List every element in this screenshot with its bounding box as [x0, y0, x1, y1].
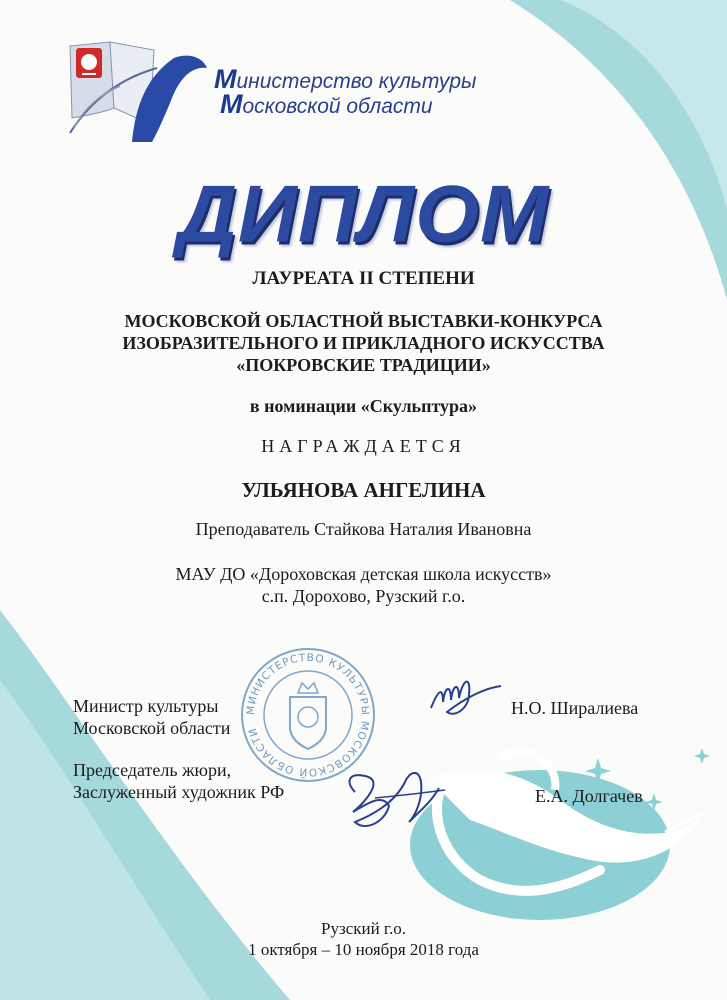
recipient-name: УЛЬЯНОВА АНГЕЛИНА	[241, 478, 486, 502]
school-name: МАУ ДО «Дороховская детская школа искусств»	[175, 564, 552, 584]
signatory-1-title-line-2: Московской области	[73, 718, 231, 738]
contest-line-3: «ПОКРОВСКИЕ ТРАДИЦИИ»	[236, 355, 491, 375]
nomination: в номинации «Скульптура»	[249, 396, 478, 416]
signature-1-icon	[425, 668, 505, 728]
signature-2-icon	[335, 752, 455, 842]
signatory-1-title-line-1: Министр культуры	[73, 696, 219, 716]
signatory-1-title	[73, 695, 230, 739]
footer-dates: 1 октября – 10 ноября 2018 года	[248, 940, 479, 959]
laureate-degree: ЛАУРЕАТА II СТЕПЕНИ	[252, 268, 475, 289]
contest-line-1: МОСКОВСКОЙ ОБЛАСТНОЙ ВЫСТАВКИ-КОНКУРСА	[124, 311, 603, 331]
teacher-name: Преподаватель Стайкова Наталия Ивановна	[195, 519, 532, 539]
logo-line-2: осковской области	[242, 95, 433, 118]
seal-text: МИНИСТЕРСТВО КУЛЬТУРЫ МОСКОВСКОЙ ОБЛАСТИ	[244, 651, 372, 779]
signatory-2-title-line-2: Заслуженный художник РФ	[73, 782, 285, 802]
diploma-title: ДИПЛОМ	[177, 169, 550, 260]
ministry-logo	[62, 38, 477, 148]
ministry-emblem-icon	[62, 38, 212, 148]
coat-of-arms-icon	[290, 697, 326, 749]
logo-initial-2: М	[220, 89, 243, 119]
awarded-heading: НАГРАЖДАЕТСЯ	[261, 436, 466, 456]
school-location: с.п. Дорохово, Рузский г.о.	[261, 586, 466, 606]
contest-line-2: ИЗОБРАЗИТЕЛЬНОГО И ПРИКЛАДНОГО ИСКУССТВА	[122, 333, 605, 353]
logo-initial-1: М	[214, 64, 237, 94]
logo-line-1: инистерство культуры	[236, 70, 477, 93]
signatory-2-name: Е.А. Долгачев	[535, 786, 643, 806]
footer-place: Рузский г.о.	[321, 919, 406, 938]
signatory-1-name: Н.О. Ширалиева	[511, 698, 639, 718]
signatory-2-title-line-1: Председатель жюри,	[73, 760, 232, 780]
ministry-name	[214, 64, 477, 119]
signatory-2-title	[73, 759, 284, 803]
